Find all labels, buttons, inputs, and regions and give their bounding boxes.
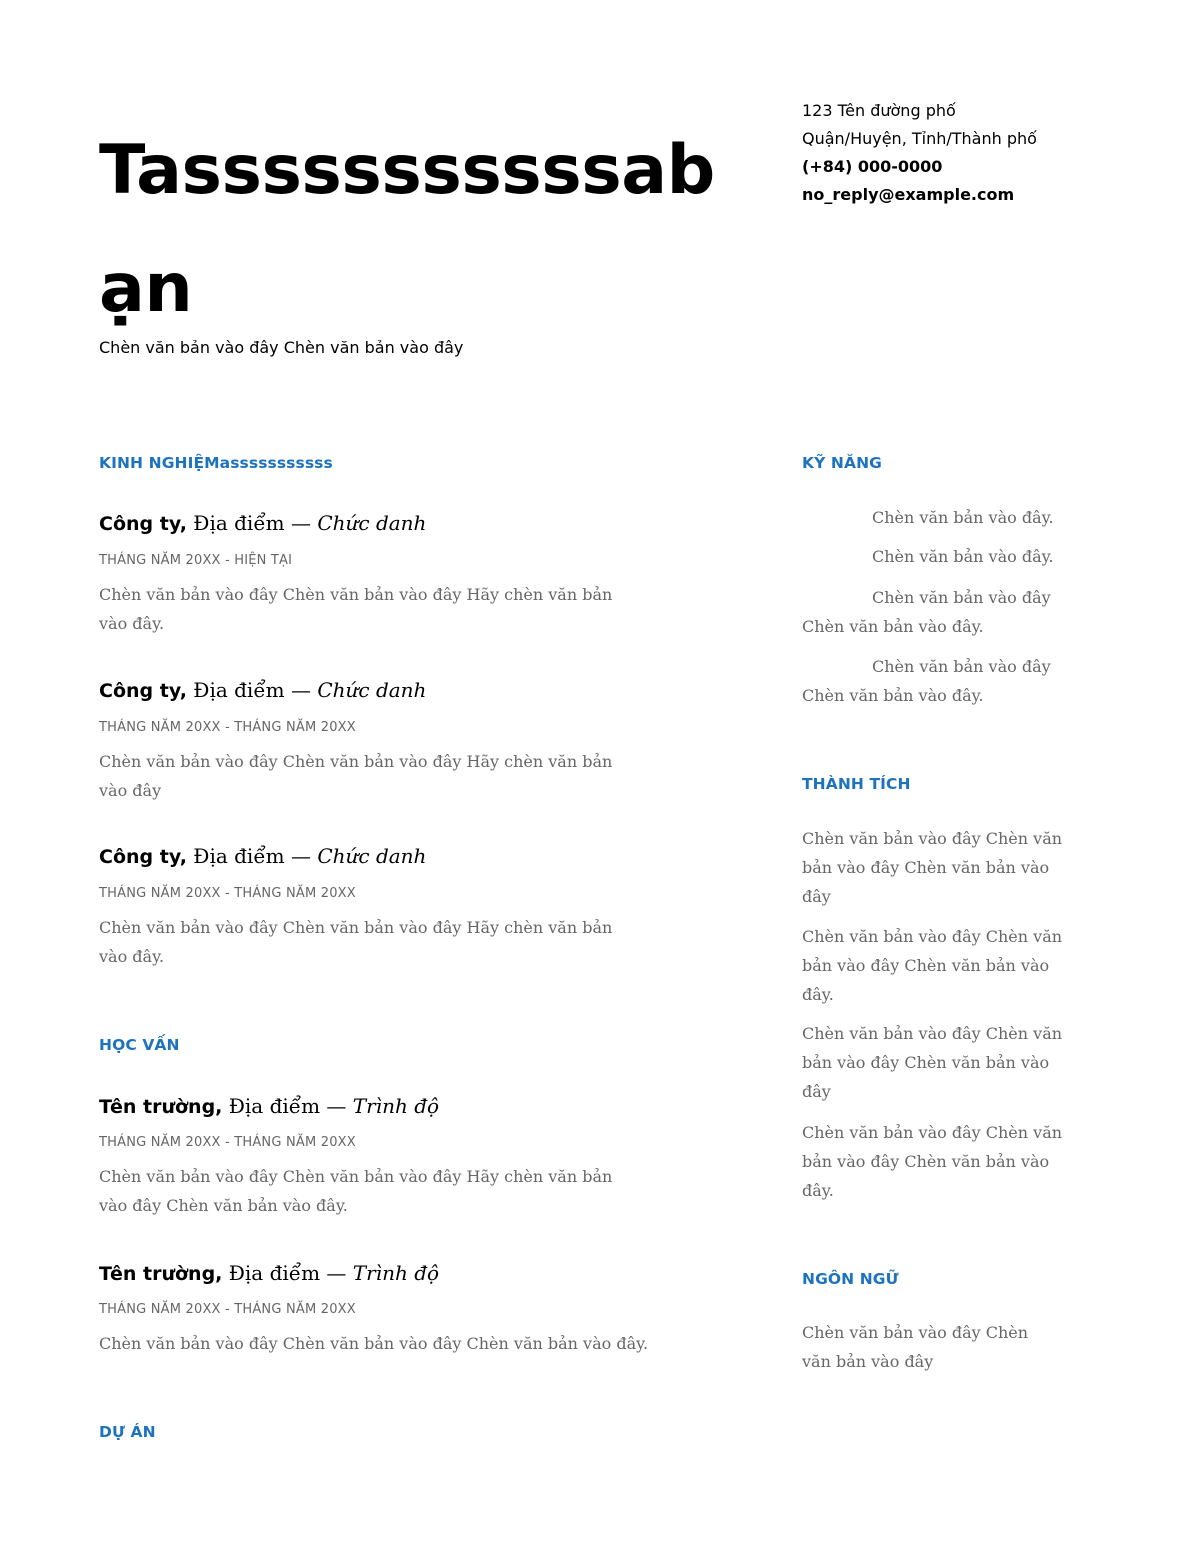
education-heading: HỌC VẤN	[99, 1036, 180, 1054]
education-desc: Chèn văn bản vào đây Chèn văn bản vào đây Chèn văn bản vào đây.	[99, 1334, 649, 1353]
experience-desc: Chèn văn bản vào đây Chèn văn bản vào đây Hãy chèn văn bản vào đây.	[99, 585, 613, 633]
skill-item: Chèn văn bản vào đây Chèn văn bản vào đây.	[802, 657, 1051, 705]
education-school: Tên trường,	[99, 1263, 223, 1285]
experience-date: THÁNG NĂM 20XX - THÁNG NĂM 20XX	[99, 886, 356, 901]
languages-heading: NGÔN NGỮ	[802, 1270, 899, 1288]
contact-phone: (+84) 000-0000	[802, 157, 943, 176]
achievement-item: Chèn văn bản vào đây Chèn văn bản vào đây Chèn văn bản vào đây	[802, 829, 1063, 906]
experience-org: Công ty,	[99, 680, 187, 702]
education-date: THÁNG NĂM 20XX - THÁNG NĂM 20XX	[99, 1135, 356, 1150]
experience-desc: Chèn văn bản vào đây Chèn văn bản vào đây Hãy chèn văn bản vào đây.	[99, 918, 613, 966]
skills-heading: KỸ NĂNG	[802, 454, 882, 472]
experience-desc: Chèn văn bản vào đây Chèn văn bản vào đây Hãy chèn văn bản vào đây	[99, 752, 613, 800]
experience-entry-title	[99, 678, 426, 702]
achievement-item: Chèn văn bản vào đây Chèn văn bản vào đây Chèn văn bản vào đây	[802, 1024, 1063, 1101]
experience-heading: KINH NGHIỆMasssssssssss	[99, 454, 333, 472]
experience-location: Địa điểm —	[186, 511, 318, 535]
languages-text: Chèn văn bản vào đây Chèn văn bản vào đây	[802, 1323, 1029, 1371]
achievement-item: Chèn văn bản vào đây Chèn văn bản vào đây Chèn văn bản vào đây.	[802, 927, 1063, 1004]
resume-name: Tasssssssssssabạn	[99, 131, 715, 328]
skill-item: Chèn văn bản vào đây.	[872, 508, 1054, 527]
education-location: Địa điểm —	[222, 1261, 353, 1285]
contact-address-line1: 123 Tên đường phố	[802, 101, 956, 120]
experience-entry-title	[99, 511, 426, 535]
projects-heading: DỰ ÁN	[99, 1423, 156, 1441]
experience-org: Công ty,	[99, 513, 187, 535]
resume-subtitle: Chèn văn bản vào đây Chèn văn bản vào đây	[99, 338, 464, 357]
experience-role: Chức danh	[317, 678, 427, 702]
experience-location: Địa điểm —	[186, 844, 318, 868]
skill-item: Chèn văn bản vào đây Chèn văn bản vào đây.	[802, 588, 1051, 636]
skill-item: Chèn văn bản vào đây.	[872, 547, 1054, 566]
achievement-item: Chèn văn bản vào đây Chèn văn bản vào đây Chèn văn bản vào đây.	[802, 1123, 1063, 1200]
experience-role: Chức danh	[317, 511, 427, 535]
contact-address-line2: Quận/Huyện, Tỉnh/Thành phố	[802, 129, 1037, 148]
education-location: Địa điểm —	[222, 1094, 353, 1118]
education-degree: Trình độ	[352, 1261, 440, 1285]
education-entry-title	[99, 1094, 439, 1118]
experience-date: THÁNG NĂM 20XX - THÁNG NĂM 20XX	[99, 720, 356, 735]
education-degree: Trình độ	[352, 1094, 440, 1118]
experience-entry-title	[99, 844, 426, 868]
education-school: Tên trường,	[99, 1096, 223, 1118]
contact-email: no_reply@example.com	[802, 185, 1015, 204]
education-desc: Chèn văn bản vào đây Chèn văn bản vào đây Hãy chèn văn bản vào đây Chèn văn bản vào đây.	[99, 1167, 613, 1215]
contact-block	[802, 97, 1037, 209]
experience-role: Chức danh	[317, 844, 427, 868]
education-entry-title	[99, 1261, 439, 1285]
experience-org: Công ty,	[99, 846, 187, 868]
achievements-heading: THÀNH TÍCH	[802, 775, 911, 793]
experience-location: Địa điểm —	[186, 678, 318, 702]
education-date: THÁNG NĂM 20XX - THÁNG NĂM 20XX	[99, 1302, 356, 1317]
experience-date: THÁNG NĂM 20XX - HIỆN TẠI	[99, 553, 293, 568]
